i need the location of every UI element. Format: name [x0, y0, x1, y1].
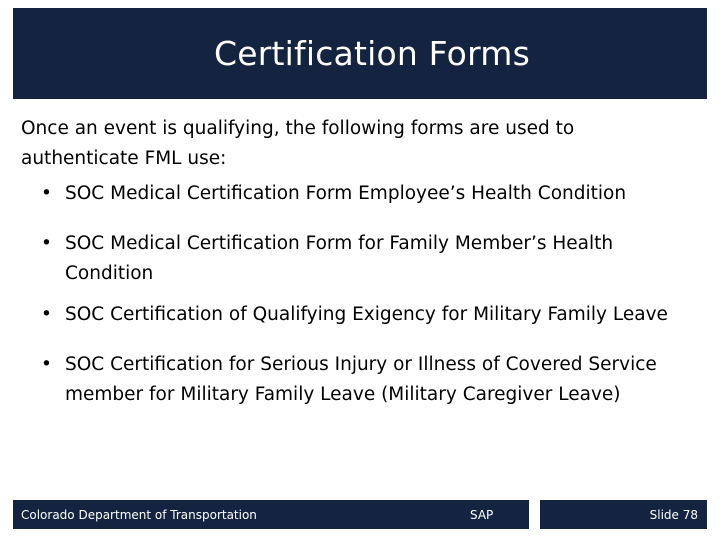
forms-list [41, 179, 706, 430]
list-item-text: SOC Medical Certification Form for Family Member’s Health Condition [65, 233, 614, 284]
footer-center-label: SAP [470, 507, 494, 522]
list-item-text: SOC Medical Certification Form Employee’s Health Condition [65, 183, 627, 204]
list-item [41, 229, 706, 289]
footer-organization: Colorado Department of Transportation [21, 507, 257, 522]
bullet-icon: • [41, 354, 52, 375]
bullet-icon: • [41, 183, 52, 204]
list-item [41, 350, 706, 410]
bullet-icon: • [41, 233, 52, 254]
list-item [41, 179, 706, 209]
list-item-text: SOC Certification of Qualifying Exigency for Military Family Leave [65, 304, 668, 325]
slide-number: Slide 78 [649, 507, 698, 522]
list-item-text: SOC Certification for Serious Injury or Illness of Covered Service member for Military Family Leave (Military Caregiver Leave) [65, 354, 657, 405]
slide-title: Certification Forms [214, 34, 530, 73]
bullet-icon: • [41, 304, 52, 325]
footer-bar-right [540, 500, 707, 529]
footer-bar-left [13, 500, 529, 529]
intro-text: Once an event is qualifying, the following forms are used to authenticate FML use: [21, 118, 575, 169]
list-item [41, 300, 706, 330]
title-bar [13, 8, 707, 99]
